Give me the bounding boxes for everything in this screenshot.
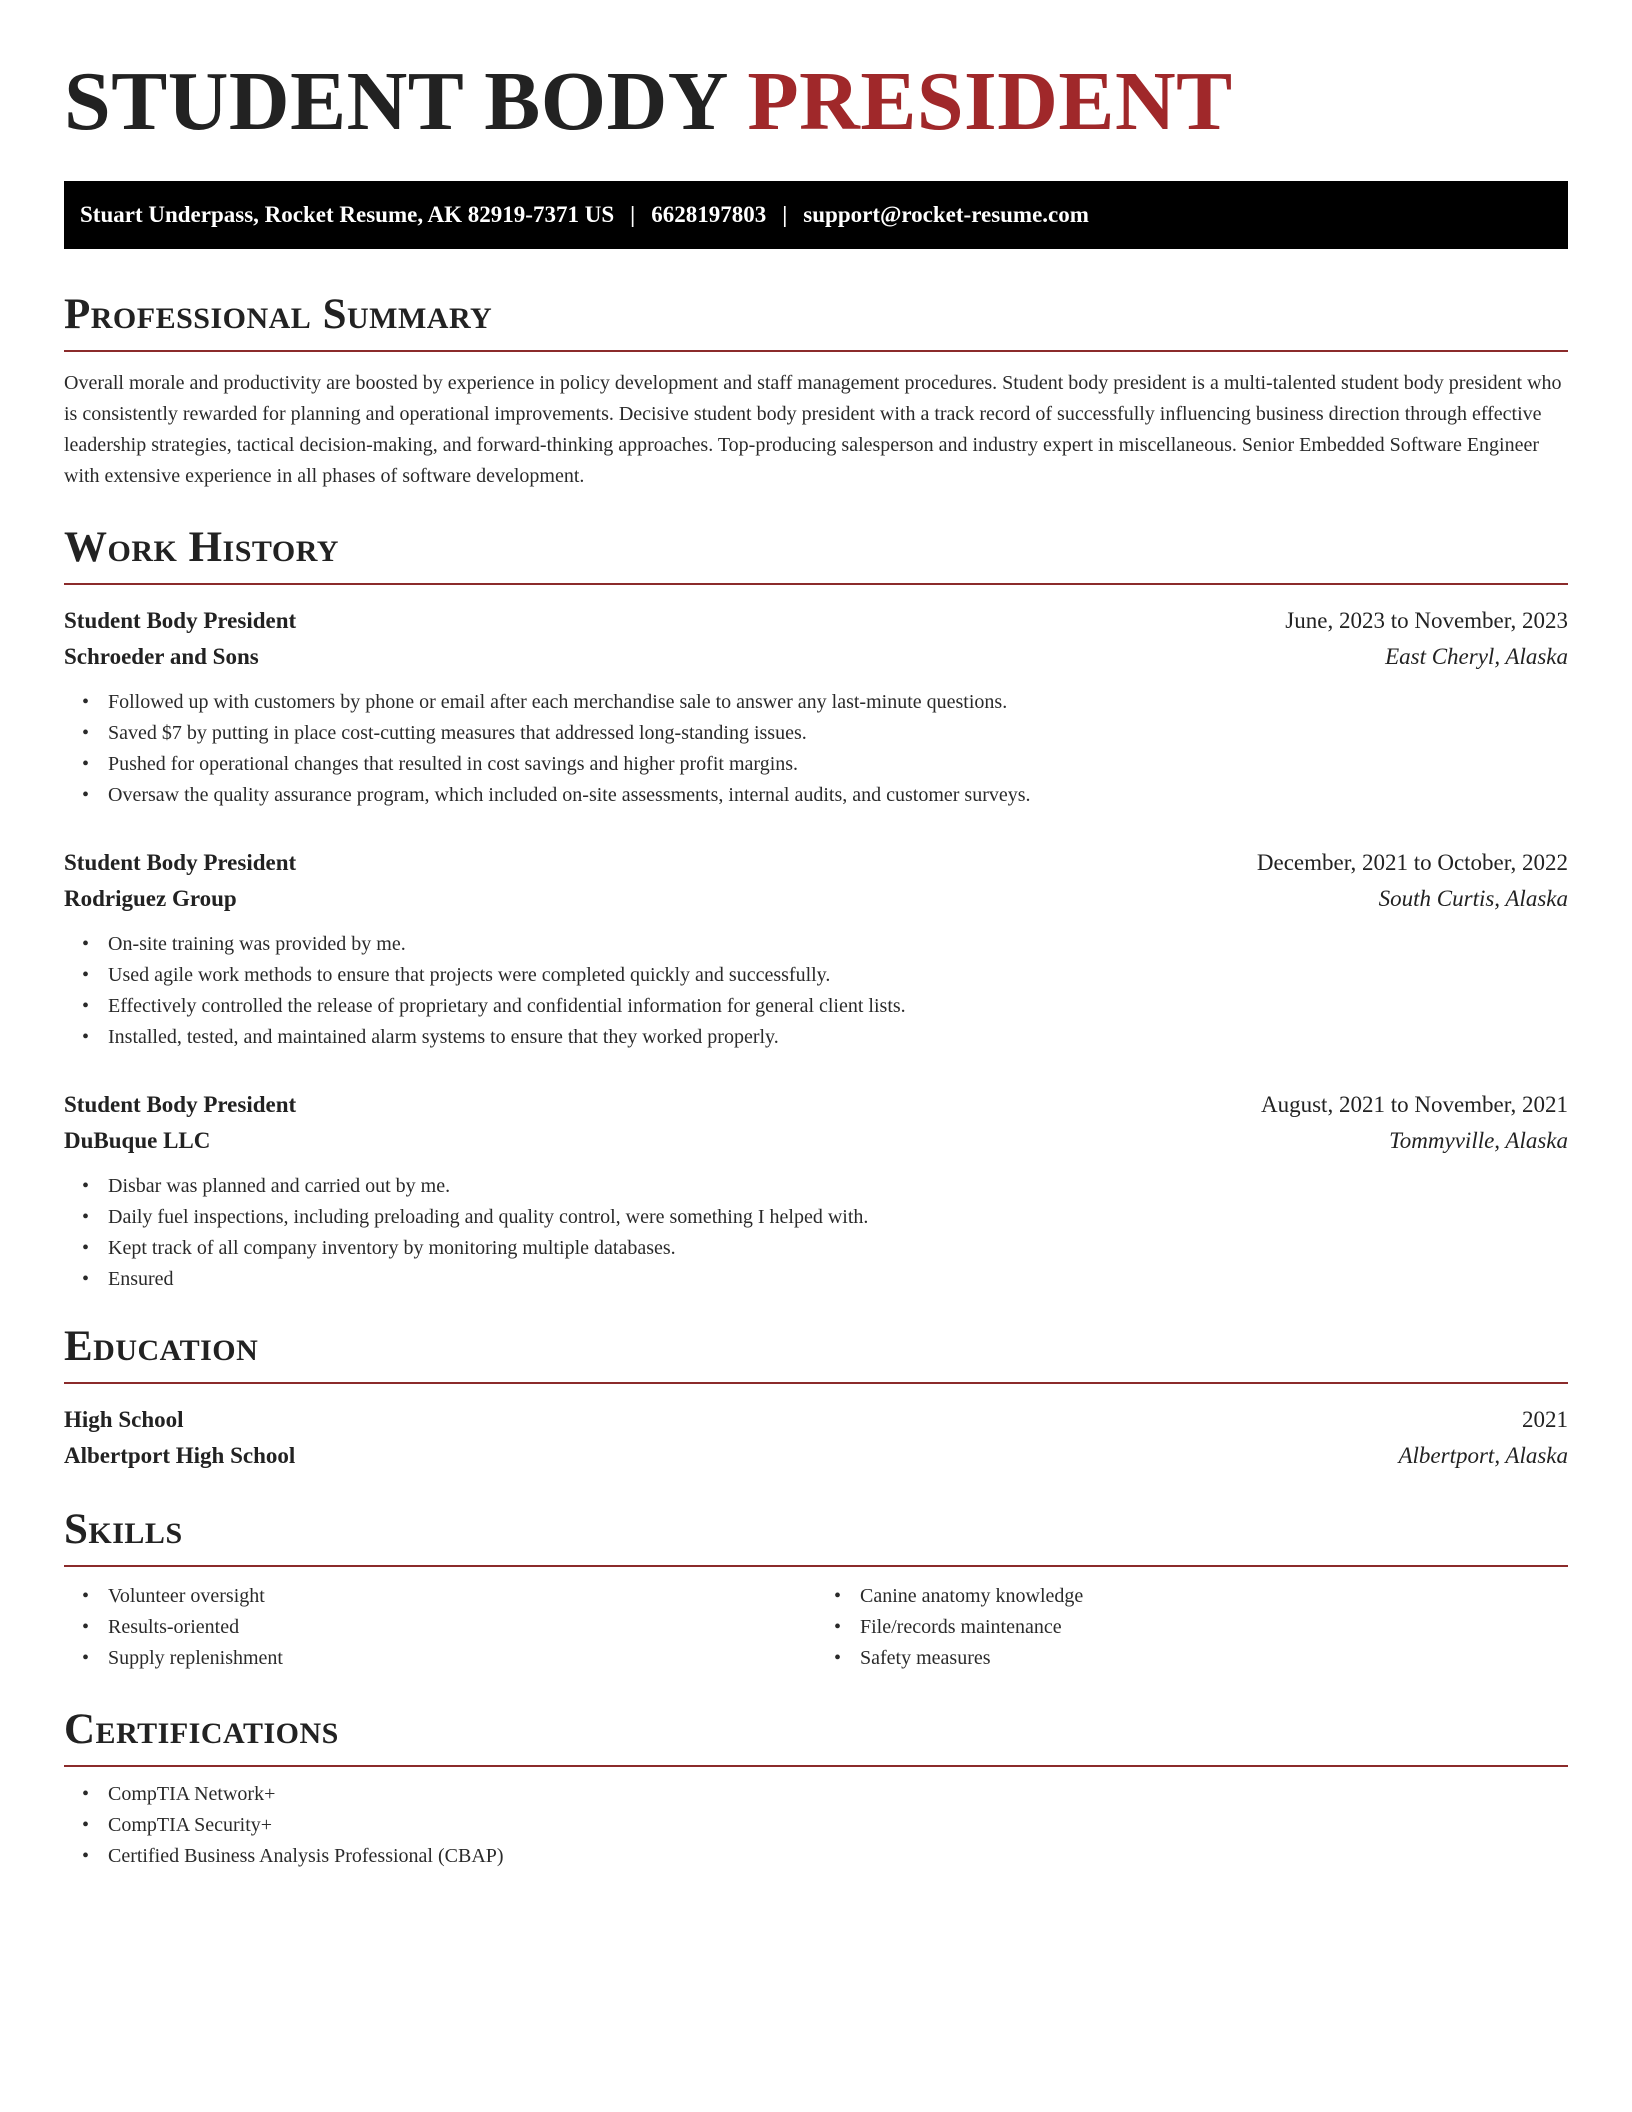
summary-text: Overall morale and productivity are boosted by experience in policy development and staff management procedures. Student body president is a multi-talented student body president who is consistently rewarded for planning and operational improvements. Decisive student body president with a track record of successfully influencing business direction through effective leadership strategies, tactical decision-making, and forward-thinking approaches. Top-producing salesperson and industry expert in miscellaneous. Senior Embedded Software Engineer with extensive experience in all phases of software development.: [64, 372, 1562, 487]
job-company-row: [64, 881, 1568, 917]
summary-heading: Professional Summary: [64, 293, 1568, 352]
job-bullet: • On-site training was provided by me.: [108, 929, 1568, 960]
job-header-row: [64, 845, 1568, 881]
job-bullets: [64, 929, 1568, 1053]
job-entry: [64, 845, 1568, 1053]
resume-title: [64, 55, 1568, 148]
job-bullet: • Daily fuel inspections, including preloading and quality control, were something I helped with.: [108, 1202, 1568, 1233]
contact-bar: [64, 181, 1568, 249]
education-degree-row: [64, 1402, 1568, 1438]
resume-page: [64, 0, 1568, 1872]
job-bullet: • Ensured: [108, 1264, 1568, 1295]
job-bullet: • Pushed for operational changes that resulted in cost savings and higher profit margins.: [108, 749, 1568, 780]
job-company: Schroeder and Sons: [64, 644, 259, 669]
education-entry: [64, 1402, 1568, 1474]
title-main: STUDENT BODY: [64, 55, 748, 148]
skill-item: • Volunteer oversight: [108, 1581, 816, 1612]
skills-column-left: [64, 1581, 816, 1674]
certification-item: • CompTIA Network+: [108, 1779, 1568, 1810]
contact-phone: 6628197803: [651, 202, 767, 227]
skill-item: • File/records maintenance: [860, 1612, 1568, 1643]
skill-item: • Results-oriented: [108, 1612, 816, 1643]
education-heading: Education: [64, 1325, 1568, 1384]
education-degree: High School: [64, 1407, 184, 1432]
certifications-heading: Certifications: [64, 1708, 1568, 1767]
education-location: Albertport, Alaska: [1398, 1443, 1568, 1468]
certifications-list: [64, 1779, 1568, 1872]
job-bullet: • Kept track of all company inventory by monitoring multiple databases.: [108, 1233, 1568, 1264]
job-company-row: [64, 1123, 1568, 1159]
education-year: 2021: [1522, 1407, 1568, 1432]
skill-item: • Supply replenishment: [108, 1643, 816, 1674]
job-company: DuBuque LLC: [64, 1128, 211, 1153]
education-school-row: [64, 1438, 1568, 1474]
contact-address: Stuart Underpass, Rocket Resume, AK 82919-7371 US: [80, 202, 615, 227]
job-dates: August, 2021 to November, 2021: [1261, 1092, 1568, 1117]
job-bullets: [64, 1171, 1568, 1295]
job-location: East Cheryl, Alaska: [1385, 644, 1568, 669]
job-entry: [64, 1087, 1568, 1295]
skills-grid: [64, 1581, 1568, 1674]
title-accent: PRESIDENT: [747, 55, 1233, 148]
job-dates: June, 2023 to November, 2023: [1285, 608, 1568, 633]
job-header-row: [64, 1087, 1568, 1123]
job-bullet: • Disbar was planned and carried out by me.: [108, 1171, 1568, 1202]
job-bullet: • Oversaw the quality assurance program, which included on-site assessments, internal audits, and customer surveys.: [108, 780, 1568, 811]
work-history-heading: Work History: [64, 526, 1568, 585]
certification-item: • Certified Business Analysis Professional (CBAP): [108, 1841, 1568, 1872]
education-school: Albertport High School: [64, 1443, 296, 1468]
job-company-row: [64, 639, 1568, 675]
job-bullets: [64, 687, 1568, 811]
job-company: Rodriguez Group: [64, 886, 237, 911]
job-entry: [64, 603, 1568, 811]
job-role: Student Body President: [64, 1092, 297, 1117]
job-dates: December, 2021 to October, 2022: [1256, 850, 1568, 875]
contact-separator: |: [782, 202, 788, 227]
job-bullet: • Effectively controlled the release of proprietary and confidential information for general client lists.: [108, 991, 1568, 1022]
job-bullet: • Used agile work methods to ensure that projects were completed quickly and successfully.: [108, 960, 1568, 991]
job-bullet: • Installed, tested, and maintained alarm systems to ensure that they worked properly.: [108, 1022, 1568, 1053]
certification-item: • CompTIA Security+: [108, 1810, 1568, 1841]
contact-separator: |: [630, 202, 636, 227]
job-location: Tommyville, Alaska: [1389, 1128, 1568, 1153]
job-bullet: • Followed up with customers by phone or email after each merchandise sale to answer any last-minute questions.: [108, 687, 1568, 718]
skills-column-right: [816, 1581, 1568, 1674]
job-bullet: • Saved $7 by putting in place cost-cutting measures that addressed long-standing issues.: [108, 718, 1568, 749]
job-role: Student Body President: [64, 608, 297, 633]
skill-item: • Safety measures: [860, 1643, 1568, 1674]
job-header-row: [64, 603, 1568, 639]
skill-item: • Canine anatomy knowledge: [860, 1581, 1568, 1612]
job-location: South Curtis, Alaska: [1378, 886, 1568, 911]
job-role: Student Body President: [64, 850, 297, 875]
skills-heading: Skills: [64, 1508, 1568, 1567]
contact-email: support@rocket-resume.com: [803, 202, 1089, 227]
